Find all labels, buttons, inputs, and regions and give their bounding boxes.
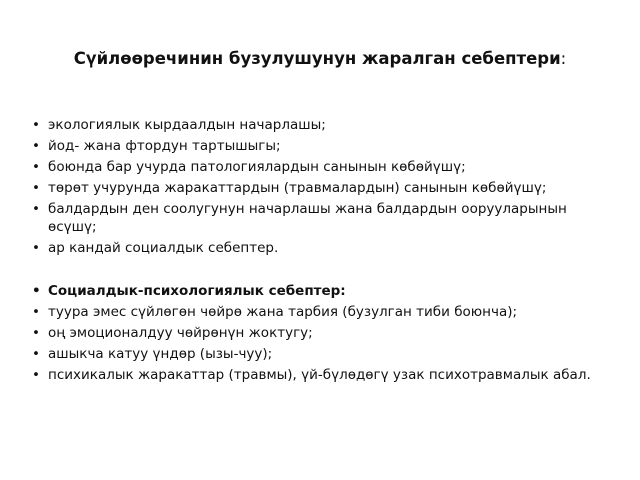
list-heading <box>30 282 610 300</box>
list-item <box>30 366 610 384</box>
list-item-text: төрөт учурунда жаракаттардын (травмалардын) санынын көбөйүшү; <box>48 180 547 196</box>
list-item <box>30 200 610 236</box>
bullet-icon: • <box>32 180 40 196</box>
bullet-icon: • <box>32 240 40 256</box>
list-item <box>30 303 610 321</box>
list-spacer <box>30 260 610 282</box>
bullet-icon: • <box>32 325 40 341</box>
list-item <box>30 116 610 134</box>
list-heading-text: Социалдык-психологиялык себептер: <box>48 283 346 299</box>
bullet-icon: • <box>32 283 41 299</box>
list-item-text: йод- жана фтордун тартышыгы; <box>48 138 281 154</box>
list-item-text: экологиялык кырдаалдын начарлашы; <box>48 117 326 133</box>
bullet-icon: • <box>32 304 40 320</box>
slide-title-text: Сүйлөөречинин бузулушунун жаралган себептери <box>73 49 561 68</box>
bullet-icon: • <box>32 367 40 383</box>
list-item-text: ар кандай социалдык себептер. <box>48 240 279 256</box>
list-item <box>30 158 610 176</box>
causes-list <box>30 116 610 257</box>
list-item-text: туура эмес сүйлөгөн чөйрө жана тарбия (бузулган тиби боюнча); <box>48 304 518 320</box>
slide-title <box>0 48 640 70</box>
list-item-text: психикалык жаракаттар (травмы), үй-бүлөдөгү узак психотравмалык абал. <box>48 367 591 383</box>
bullet-icon: • <box>32 138 40 154</box>
social-psychological-list <box>30 282 610 384</box>
bullet-icon: • <box>32 117 40 133</box>
list-item-text: боюнда бар учурда патологиялардын санынын көбөйүшү; <box>48 159 466 175</box>
list-item-text: ашыкча катуу үндөр (ызы-чуу); <box>48 346 273 362</box>
list-item-text: балдардын ден соолугунун начарлашы жана балдардын оорууларынын өсүшү; <box>48 201 567 235</box>
list-item <box>30 345 610 363</box>
slide-content <box>30 116 610 387</box>
slide-title-colon: : <box>560 49 567 68</box>
list-item <box>30 137 610 155</box>
list-item-text: оң эмоционалдуу чөйрөнүн жоктугу; <box>48 325 313 341</box>
list-item <box>30 324 610 342</box>
bullet-icon: • <box>32 346 40 362</box>
list-item <box>30 179 610 197</box>
list-item <box>30 239 610 257</box>
bullet-icon: • <box>32 159 40 175</box>
bullet-icon: • <box>32 201 40 217</box>
